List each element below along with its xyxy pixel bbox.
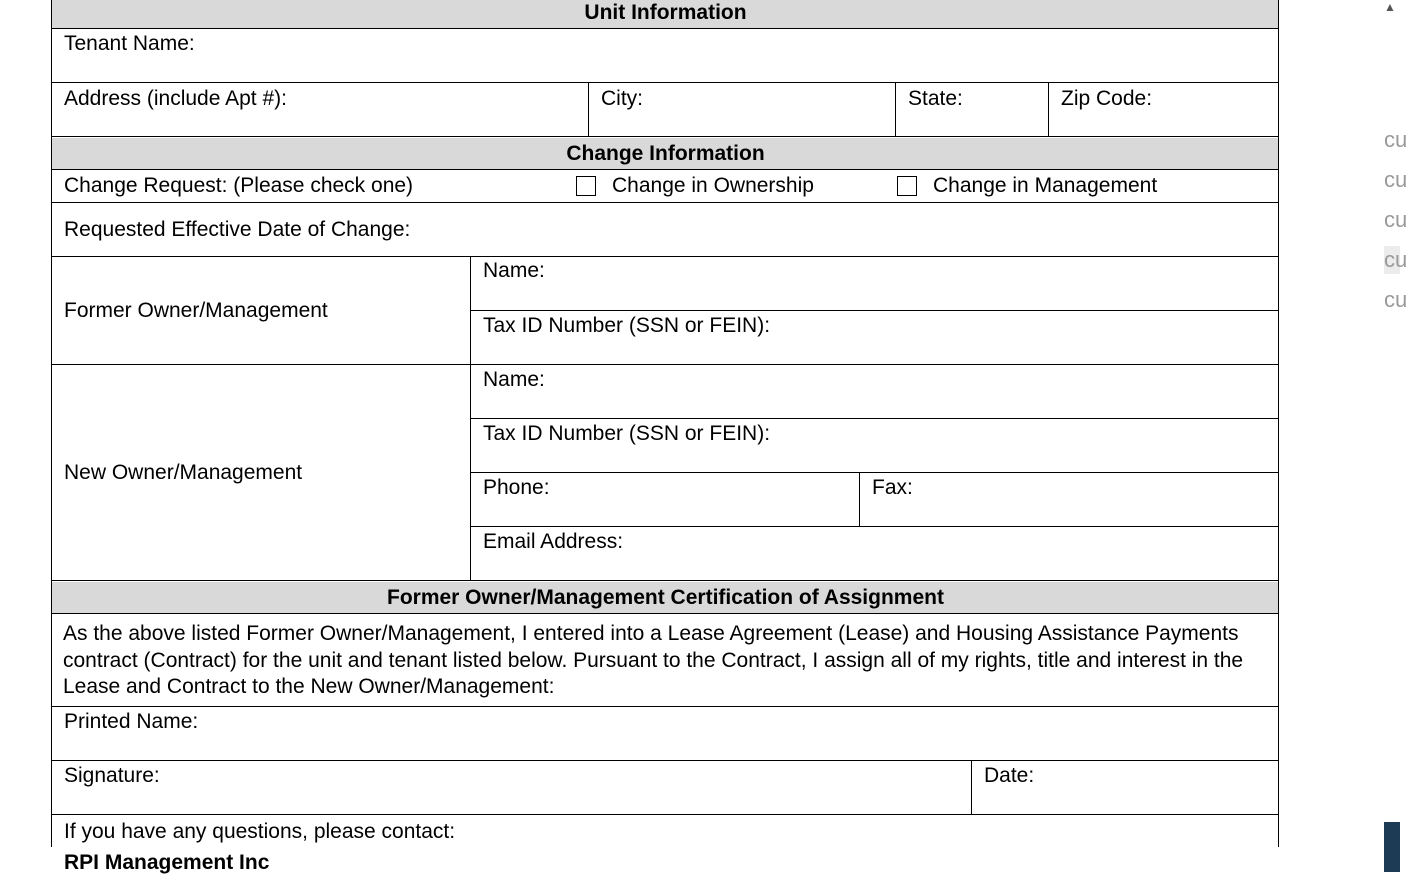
date-label: Date: (984, 764, 1035, 787)
zip-code-field[interactable] (1049, 83, 1279, 137)
new-email-label: Email Address: (483, 530, 624, 553)
section-title: Unit Information (584, 1, 747, 24)
new-fax-label: Fax: (872, 476, 913, 499)
side-list-item[interactable]: cu (1384, 127, 1407, 152)
new-name-label: Name: (483, 368, 545, 391)
change-in-management-checkbox[interactable] (897, 176, 917, 196)
new-owner-label: New Owner/Management (64, 461, 303, 484)
former-name-label: Name: (483, 259, 545, 282)
change-request-label: Change Request: (Please check one) (64, 174, 414, 197)
former-tax-id-label: Tax ID Number (SSN or FEIN): (483, 314, 771, 337)
side-list-item[interactable]: cu (1384, 167, 1407, 192)
effective-date-label: Requested Effective Date of Change: (64, 218, 411, 241)
address-label: Address (include Apt #): (64, 87, 287, 110)
state-label: State: (908, 87, 963, 110)
effective-date-field[interactable] (52, 203, 1279, 257)
new-fax-field[interactable] (860, 473, 1279, 527)
side-list-item[interactable]: cu (1384, 287, 1407, 312)
zip-code-label: Zip Code: (1061, 87, 1153, 110)
section-header-unit-information (52, 0, 1279, 28)
new-phone-label: Phone: (483, 476, 550, 499)
certification-paragraph: As the above listed Former Owner/Management, I entered into a Lease Agreement (Lease) and Housing Assistance Payments contract (Contract) for the unit and tenant listed below. Pursuant to the Contract, I assign all of my rights, title and interest in the Lease and Contract to the New Owner/Management: (63, 622, 1244, 698)
former-name-field[interactable] (471, 257, 1279, 311)
new-email-field[interactable] (471, 527, 1279, 581)
dock-thumbnail[interactable] (1384, 822, 1400, 872)
scroll-arrow-icon[interactable]: ▲ (1384, 0, 1396, 14)
change-in-ownership-label: Change in Ownership (612, 174, 814, 197)
side-list-item[interactable]: cu (1384, 207, 1407, 232)
section-header-change-information (52, 138, 1279, 169)
contact-text: If you have any questions, please contact: (64, 820, 456, 843)
state-field[interactable] (896, 83, 1049, 137)
new-tax-id-field[interactable] (471, 419, 1279, 473)
city-label: City: (601, 87, 643, 110)
change-in-ownership-checkbox[interactable] (576, 176, 596, 196)
city-field[interactable] (589, 83, 896, 137)
signature-field[interactable] (52, 761, 972, 815)
tenant-name-field[interactable] (52, 28, 1279, 83)
new-phone-field[interactable] (471, 473, 860, 527)
section-title: Former Owner/Management Certification of Assignment (387, 586, 944, 609)
new-tax-id-label: Tax ID Number (SSN or FEIN): (483, 422, 771, 445)
address-field[interactable] (52, 83, 589, 137)
former-owner-label: Former Owner/Management (64, 299, 328, 322)
printed-name-field[interactable] (52, 707, 1279, 761)
company-name: RPI Management Inc (64, 851, 270, 874)
former-tax-id-field[interactable] (471, 311, 1279, 365)
section-header-certification (52, 582, 1279, 613)
signature-label: Signature: (64, 764, 160, 787)
side-list-item-selected[interactable]: cu (1384, 247, 1407, 272)
section-title: Change Information (566, 142, 765, 165)
tenant-name-label: Tenant Name: (64, 32, 195, 55)
new-name-field[interactable] (471, 365, 1279, 419)
printed-name-label: Printed Name: (64, 710, 199, 733)
date-field[interactable] (972, 761, 1279, 815)
change-in-management-label: Change in Management (933, 174, 1158, 197)
